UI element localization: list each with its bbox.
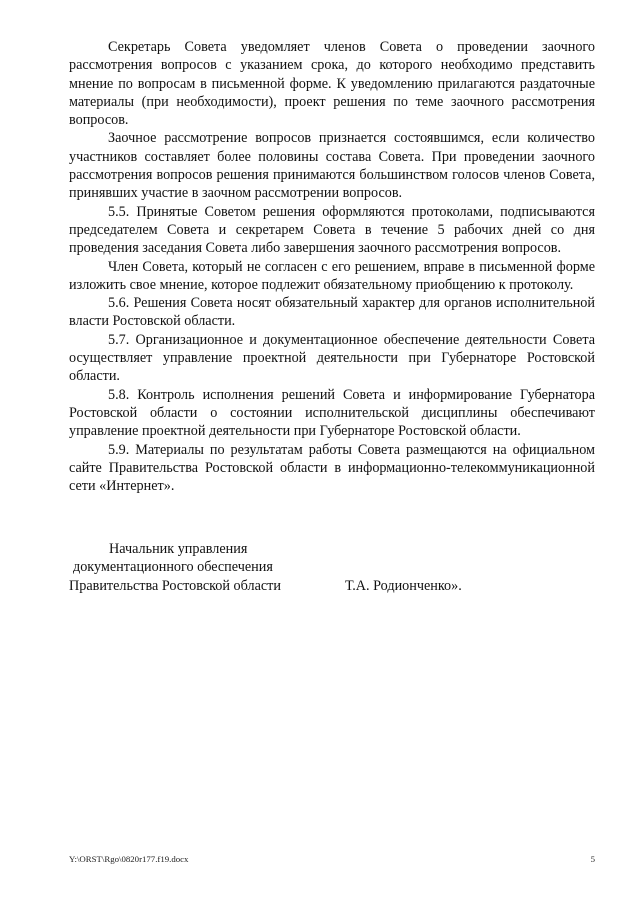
signatory-name: Т.А. Родионченко». [345, 577, 462, 594]
page-number: 5 [590, 854, 595, 864]
paragraph-5-6: 5.6. Решения Совета носят обязательный характер для органов исполнительной власти Ростовской области. [69, 295, 595, 330]
page-footer [69, 854, 595, 865]
signature-title-line-2: документационного обеспечения [73, 559, 273, 576]
signature-title-line-3: Правительства Ростовской области [69, 577, 281, 594]
paragraph-5-9: 5.9. Материалы по результатам работы Совета размещаются на официальном сайте Правительства Ростовской области в информационно-телекоммуникационной сети «Интернет». [69, 441, 595, 495]
paragraph-notification: Секретарь Совета уведомляет членов Совета о проведении заочного рассмотрения вопросов с указанием срока, до которого необходимо представить мнение по вопросам в письменной форме. К уведомлению прилагаются раздаточные материалы (при необходимости), проект решения по теме заочного рассмотрения вопросов. [69, 39, 595, 129]
signature-row [69, 577, 595, 595]
paragraph-quorum: Заочное рассмотрение вопросов признается состоявшимся, если количество участников составляет более половины состава Совета. При проведении заочного рассмотрения вопросов решения принимаются большинством голосов членов Совета, принявших участие в заочном рассмотрении вопросов. [69, 130, 595, 202]
signature-block [69, 540, 595, 595]
paragraph-5-5: 5.5. Принятые Советом решения оформляются протоколами, подписываются председателем Совета и секретарем Совета в течение 5 рабочих дней со дня проведения заседания Совета либо завершения заочного рассмотрения вопросов. [69, 203, 595, 257]
document-body [69, 38, 595, 495]
paragraph-5-7: 5.7. Организационное и документационное обеспечение деятельности Совета осуществляет управление проектной деятельности при Губернаторе Ростовской области. [69, 331, 595, 385]
paragraph-dissent: Член Совета, который не согласен с его решением, вправе в письменной форме изложить свое мнение, которое подлежит обязательному приобщению к протоколу. [69, 258, 595, 293]
file-path: Y:\ORST\Rgo\0820r177.f19.docx [69, 854, 189, 864]
signature-title-line-1: Начальник управления [109, 541, 248, 557]
paragraph-5-8: 5.8. Контроль исполнения решений Совета и информирование Губернатора Ростовской области о состоянии исполнительской дисциплины обеспечивают управление проектной деятельности при Губернаторе Ростовской области. [69, 386, 595, 440]
